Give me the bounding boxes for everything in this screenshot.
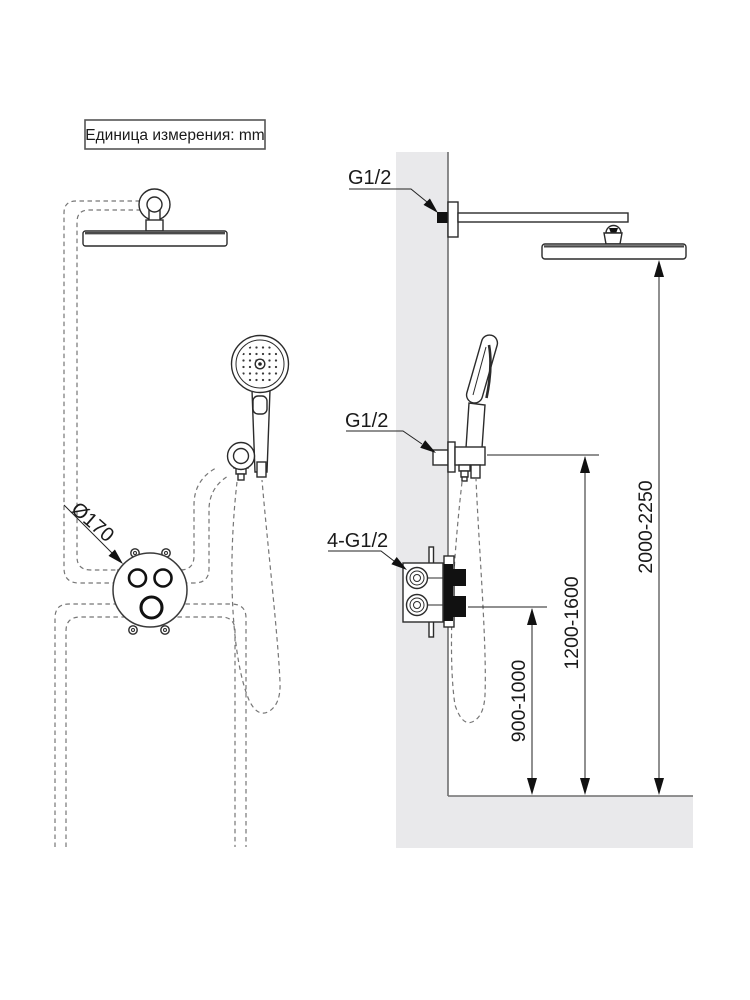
dim-value: 1200-1600 xyxy=(561,576,583,670)
shower-arm xyxy=(458,213,628,222)
panel-diameter-callout xyxy=(64,498,123,564)
dimension-mixer-height xyxy=(468,607,547,795)
arrow-down xyxy=(580,778,590,795)
leader-line xyxy=(328,551,394,561)
left-schematic xyxy=(55,189,289,847)
handshower-connection-label: G1/2 xyxy=(345,410,389,432)
arrow-up xyxy=(527,608,537,625)
overhead-shower-right xyxy=(437,202,686,259)
dimension-showerhead-height xyxy=(635,260,664,795)
arm-flange xyxy=(448,202,458,237)
overhead-shower-left xyxy=(83,189,227,246)
dimension-handshower-height xyxy=(487,455,599,795)
mount-pin-bottom xyxy=(429,621,434,637)
head-connector xyxy=(146,220,163,231)
outlet-nut-top xyxy=(459,465,470,471)
hand-shower-left xyxy=(228,336,289,481)
knob-top xyxy=(453,569,466,586)
panel-diameter-label: Ø170 xyxy=(66,498,119,547)
control-panel xyxy=(113,549,187,634)
handle-end xyxy=(257,462,266,477)
holder-body xyxy=(455,447,485,465)
dim-value: 900-1000 xyxy=(508,659,530,743)
floor xyxy=(396,796,693,848)
dim-value: 2000-2250 xyxy=(635,480,657,574)
arrow-down xyxy=(527,778,537,795)
pipe-supply-outer xyxy=(55,604,246,847)
panel-knob xyxy=(141,597,162,618)
hose-connector xyxy=(471,465,480,478)
panel-button-left xyxy=(129,570,146,587)
unit-box-text: Единица измерения: mm xyxy=(85,127,265,144)
arrow-down xyxy=(654,778,664,795)
outlet-nut-mid xyxy=(461,471,468,477)
mixer-trim xyxy=(444,564,453,621)
wall-connection-g12 xyxy=(437,212,448,223)
knob-bottom xyxy=(453,596,466,617)
holder-flange xyxy=(448,442,455,472)
spray-center-dot xyxy=(258,362,262,366)
panel-button-right xyxy=(155,570,172,587)
lug xyxy=(129,626,137,634)
arrow-up xyxy=(654,260,664,277)
head-coupler xyxy=(604,233,622,244)
head xyxy=(465,333,500,405)
outlet-nut-tip xyxy=(238,474,244,480)
mount-ring-inner xyxy=(147,197,162,212)
arrow-up xyxy=(580,456,590,473)
callout-mixer-connection xyxy=(327,530,407,570)
top-connection-label: G1/2 xyxy=(348,167,392,189)
holder-ring-inner xyxy=(234,449,249,464)
mode-button xyxy=(253,396,267,414)
handshower-hose xyxy=(232,480,280,713)
handle xyxy=(466,403,485,448)
wall xyxy=(396,152,448,848)
unit-box xyxy=(85,120,265,149)
lug xyxy=(161,626,169,634)
outlet-nut-tip xyxy=(462,477,467,481)
mixer-connection-label: 4-G1/2 xyxy=(327,530,389,552)
pipe-supply-inner xyxy=(66,617,235,847)
mount-pin-top xyxy=(429,547,434,564)
